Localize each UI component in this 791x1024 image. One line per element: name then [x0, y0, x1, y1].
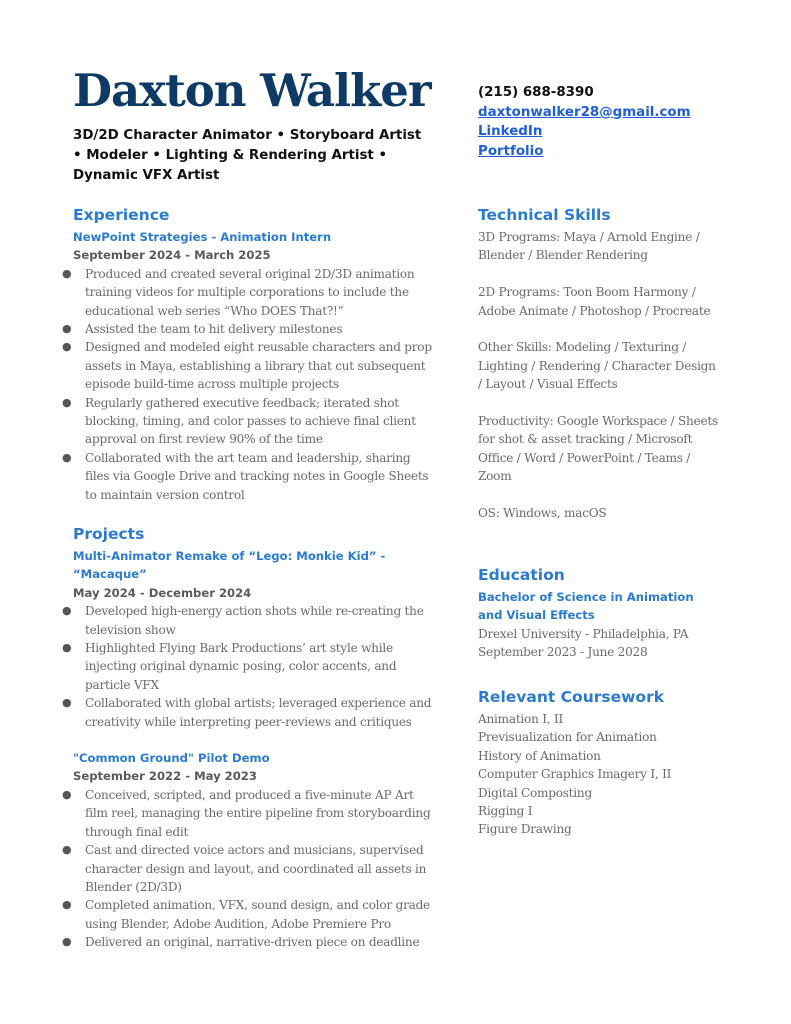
course-item: Previsualization for Animation [478, 730, 657, 745]
resume-tagline: 3D/2D Character Animator • Storyboard Artist • Modeler • Lighting & Rendering Artist • Dynamic VFX Artist [73, 128, 422, 183]
job-dates: September 2024 - March 2025 [73, 248, 271, 263]
course-item: Animation I, II [478, 712, 563, 726]
experience-section [62, 204, 433, 504]
bullet-item [62, 694, 433, 731]
bullet-icon: ● [62, 322, 72, 336]
bullet-text: Assisted the team to hit delivery milestones [85, 322, 343, 337]
bullet-item [62, 786, 433, 841]
bullet-text: Delivered an original, narrative-driven piece on deadline [85, 935, 420, 950]
bullet-icon: ● [62, 935, 72, 949]
skill-item: OS: Windows, macOS [478, 506, 607, 521]
email-link[interactable]: daxtonwalker28@gmail.com [478, 104, 691, 120]
project-dates: May 2024 - December 2024 [73, 585, 252, 600]
bullet-item [62, 320, 433, 338]
coursework-section [478, 686, 718, 839]
bullet-item [62, 639, 433, 694]
bullet-icon: ● [62, 898, 72, 912]
course-item: Computer Graphics Imagery I, II [478, 767, 672, 782]
course-item: Digital Composting [478, 785, 592, 800]
bullet-text: Cast and directed voice actors and musicians, supervised character design and layout, and coordinated all assets in Blender (2D/3D) [85, 843, 427, 894]
bullet-text: Regularly gathered executive feedback; iterated shot blocking, timing, and color passes to achieve final client approval on first review 90% of the time [85, 395, 416, 447]
bullet-icon: ● [62, 696, 72, 710]
course-item: History of Animation [478, 748, 601, 763]
job-title: NewPoint Strategies - Animation Intern [73, 230, 332, 244]
project-title: "Common Ground" Pilot Demo [73, 751, 270, 766]
bullet-item [62, 602, 433, 639]
bullet-icon: ● [62, 340, 72, 354]
project-dates: September 2022 - May 2023 [73, 769, 257, 784]
bullet-icon: ● [62, 395, 72, 409]
education-dates: September 2023 - June 2028 [478, 645, 648, 660]
skill-item: Other Skills: Modeling / Texturing / Lighting / Rendering / Character Design / Layout / Visual Effects [478, 340, 716, 392]
resume-name: Daxton Walker [73, 64, 431, 117]
bullet-icon: ● [62, 787, 72, 801]
projects-section [62, 523, 433, 952]
bullet-text: Designed and modeled eight reusable characters and prop assets in Maya, establishing a library that cut subsequent episode build-time across multiple projects [85, 340, 432, 392]
bullet-icon: ● [62, 450, 72, 464]
skill-item: Productivity: Google Workspace / Sheets for shot & asset tracking / Microsoft Office / Word / PowerPoint / Teams / Zoom [478, 414, 718, 484]
skill-item: 3D Programs: Maya / Arnold Engine / Blender / Blender Rendering [478, 230, 700, 263]
experience-heading: Experience [73, 206, 170, 224]
portfolio-link[interactable]: Portfolio [478, 143, 544, 159]
project-title: Multi-Animator Remake of “Lego: Monkie Kid” - “Macaque” [73, 549, 386, 582]
skills-section [478, 204, 718, 541]
bullet-item [62, 265, 433, 320]
coursework-heading: Relevant Coursework [478, 688, 665, 706]
bullet-text: Conceived, scripted, and produced a five-minute AP Art film reel, managing the entire pipeline from storyboarding through final edit [85, 787, 431, 839]
bullet-item [62, 841, 433, 896]
project-bullets [62, 786, 433, 952]
bullet-text: Completed animation, VFX, sound design, and color grade using Blender, Adobe Audition, Adobe Premiere Pro [85, 898, 430, 931]
bullet-text: Developed high-energy action shots while re-creating the television show [85, 604, 424, 637]
bullet-item [62, 896, 433, 933]
bullet-item [62, 933, 433, 951]
skills-heading: Technical Skills [478, 206, 611, 224]
bullet-icon: ● [62, 266, 72, 280]
bullet-item [62, 449, 433, 504]
bullet-text: Collaborated with the art team and leadership, sharing files via Google Drive and tracking notes in Google Sheets to maintain version control [85, 450, 429, 502]
school-name: Drexel University - Philadelphia, PA [478, 626, 689, 641]
project-bullets [62, 602, 433, 731]
contact-block [478, 83, 691, 161]
job-bullets [62, 265, 433, 504]
education-heading: Education [478, 566, 565, 584]
bullet-icon: ● [62, 641, 72, 655]
bullet-text: Highlighted Flying Bark Productions’ art style while injecting original dynamic posing, color accents, and particle VFX [85, 641, 397, 692]
linkedin-link[interactable]: LinkedIn [478, 124, 543, 139]
education-section [478, 564, 718, 662]
bullet-icon: ● [62, 843, 72, 857]
phone-number: (215) 688-8390 [478, 85, 594, 100]
course-item: Rigging I [478, 804, 533, 819]
bullet-icon: ● [62, 604, 72, 618]
bullet-text: Produced and created several original 2D/3D animation training videos for multiple corporations to include the educational web series “Who DOES That?!” [85, 266, 415, 318]
skill-item: 2D Programs: Toon Boom Harmony / Adobe Animate / Photoshop / Procreate [478, 285, 711, 318]
degree-title: Bachelor of Science in Animation and Visual Effects [478, 590, 694, 623]
bullet-item [62, 394, 433, 449]
bullet-text: Collaborated with global artists; leveraged experience and creativity while interpreting peer-reviews and critiques [85, 696, 432, 729]
projects-heading: Projects [73, 525, 145, 543]
course-item: Figure Drawing [478, 822, 572, 837]
bullet-item [62, 338, 433, 393]
